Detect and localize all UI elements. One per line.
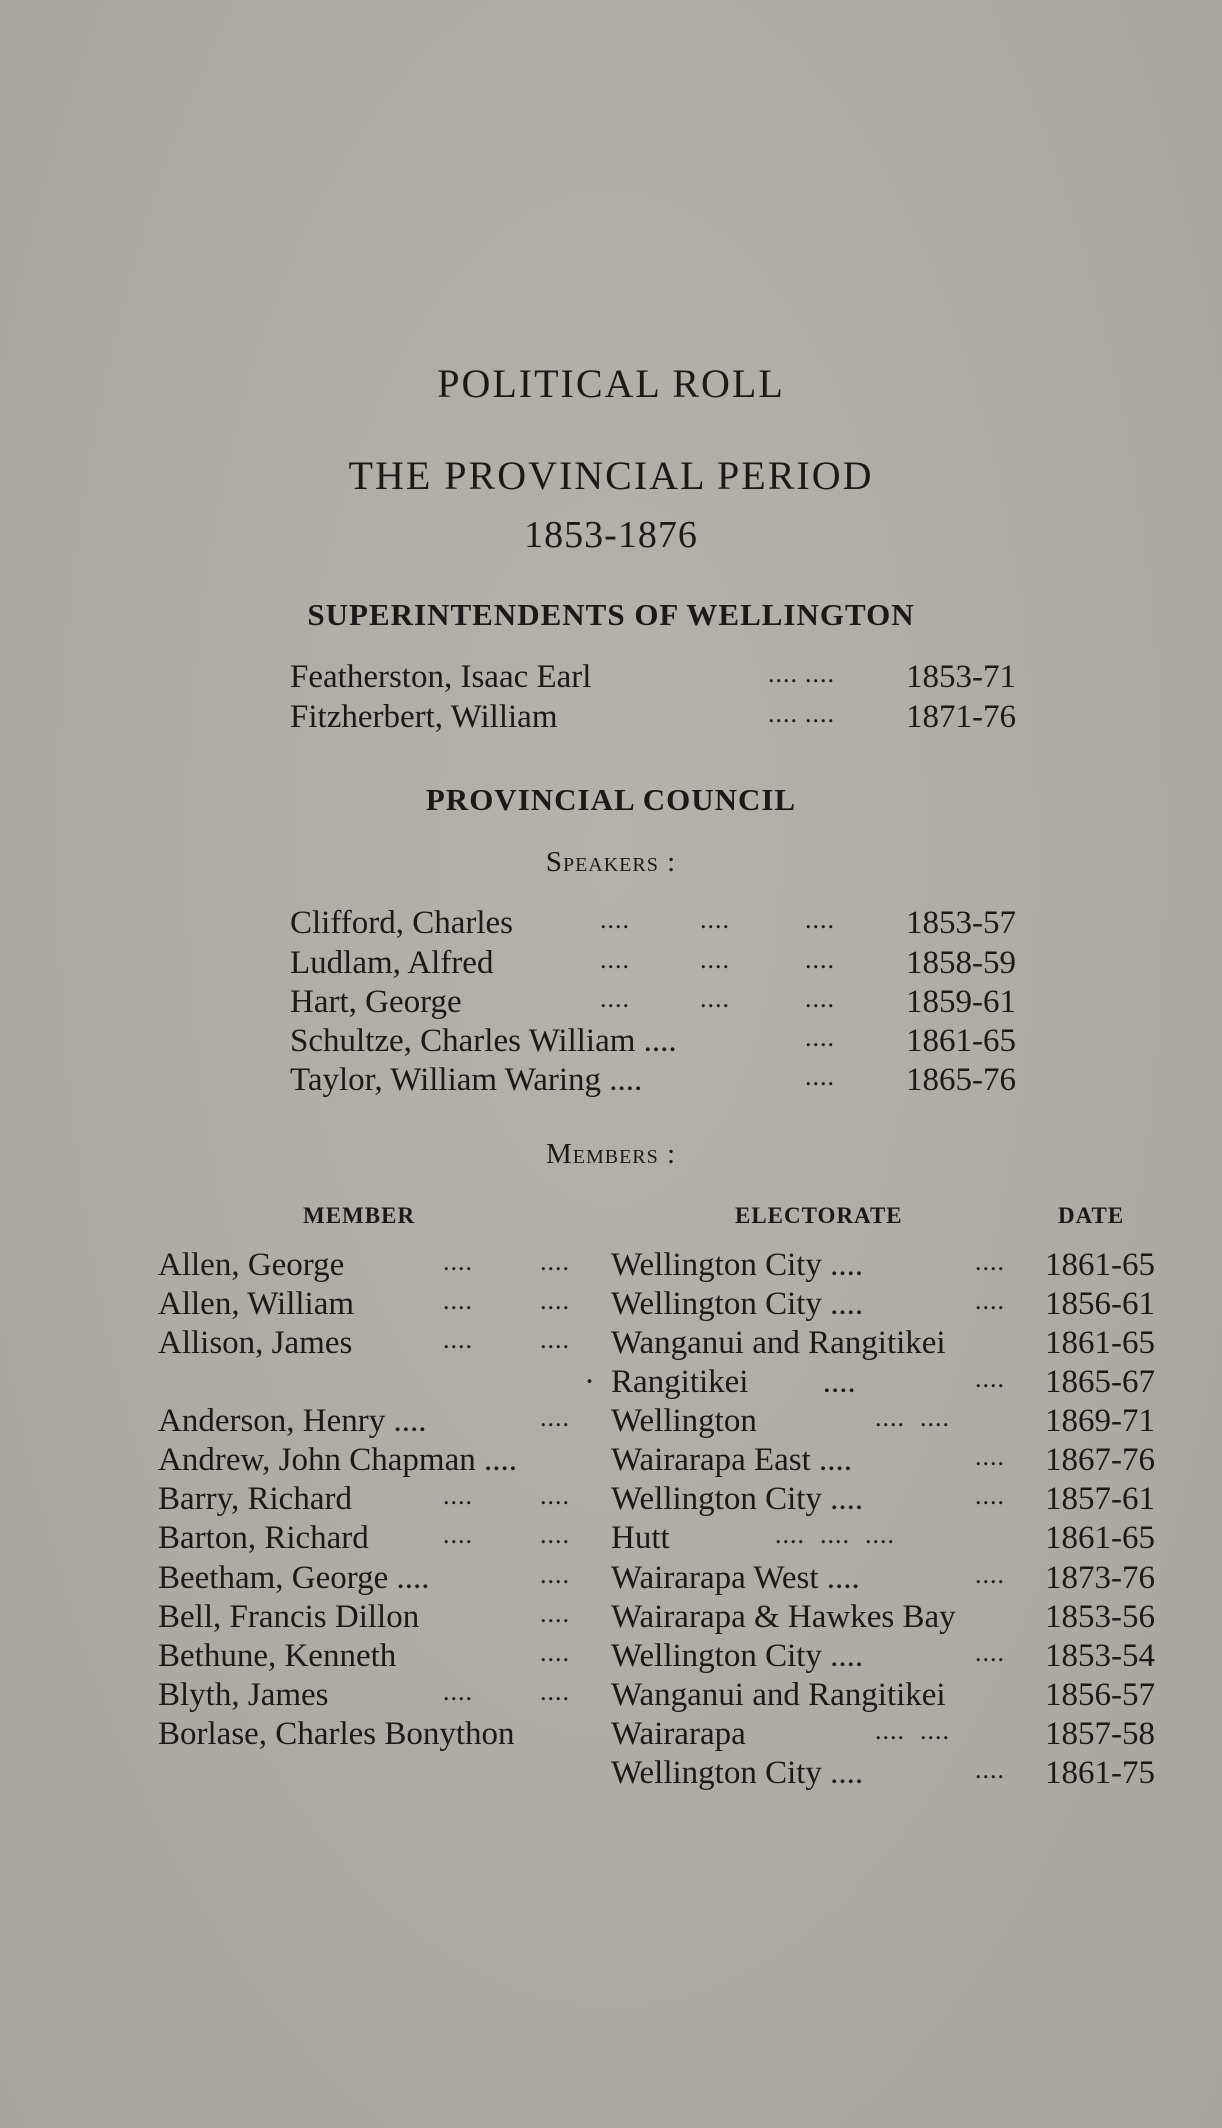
member-electorate: Hutt	[611, 1520, 670, 1556]
leader-dots: ....	[540, 1677, 570, 1706]
member-row	[0, 1247, 1222, 1287]
member-electorate: Wellington City ....	[611, 1286, 864, 1322]
leader-dots: ....	[805, 699, 835, 728]
member-electorate: Wairarapa	[611, 1716, 746, 1752]
speaker-row	[0, 905, 1222, 945]
period-years: 1853-1876	[524, 514, 698, 556]
speaker-name: Ludlam, Alfred	[290, 945, 494, 981]
leader-dots: ....	[975, 1286, 1005, 1315]
leader-dots: ....	[700, 984, 730, 1013]
member-date: 1853-56	[1045, 1599, 1155, 1635]
member-date: 1865-67	[1045, 1364, 1155, 1400]
member-electorate: Wellington City ....	[611, 1247, 864, 1283]
leader-dots: ....	[768, 659, 798, 688]
leader-dots: ....	[805, 659, 835, 688]
leader-mark: ·	[584, 1364, 595, 1400]
member-electorate: Rangitikei ....	[611, 1364, 856, 1400]
members-heading: Members :	[545, 1138, 677, 1170]
member-row	[0, 1599, 1222, 1639]
member-date: 1857-61	[1045, 1481, 1155, 1517]
speaker-years: 1859-61	[906, 984, 1016, 1020]
leader-dots: ....	[700, 945, 730, 974]
leader-dots: ....	[540, 1481, 570, 1510]
member-date: 1853-54	[1045, 1638, 1155, 1674]
superintendent-row	[0, 659, 1222, 699]
leader-dots: ....	[443, 1481, 473, 1510]
leader-dots: ....	[600, 984, 630, 1013]
member-date: 1861-75	[1045, 1755, 1155, 1791]
member-row	[0, 1755, 1222, 1795]
leader-dots: ....	[540, 1325, 570, 1354]
member-name: Barry, Richard	[158, 1481, 352, 1517]
leader-dots: ....	[975, 1481, 1005, 1510]
member-date: 1856-57	[1045, 1677, 1155, 1713]
leader-dots: ....	[975, 1442, 1005, 1471]
member-electorate: Wairarapa & Hawkes Bay	[611, 1599, 956, 1635]
member-date: 1867-76	[1045, 1442, 1155, 1478]
member-electorate: Wellington City ....	[611, 1481, 864, 1517]
member-row	[0, 1560, 1222, 1600]
speaker-years: 1865-76	[906, 1062, 1016, 1098]
leader-dots: ....	[805, 1062, 835, 1091]
member-row	[0, 1481, 1222, 1521]
member-name: Blyth, James	[158, 1677, 329, 1713]
member-name: Allison, James	[158, 1325, 353, 1361]
leader-dots: ....	[805, 945, 835, 974]
speaker-years: 1853-57	[906, 905, 1016, 941]
member-name: Barton, Richard	[158, 1520, 369, 1556]
member-electorate: Wellington	[611, 1403, 757, 1439]
speaker-name: Clifford, Charles	[290, 905, 514, 941]
member-name: Borlase, Charles Bonython	[158, 1716, 515, 1752]
page-subtitle: THE PROVINCIAL PERIOD	[348, 453, 874, 498]
member-electorate: Wellington City ....	[611, 1755, 864, 1791]
speaker-years: 1861-65	[906, 1023, 1016, 1059]
leader-dots: ....	[975, 1755, 1005, 1784]
leader-dots: .... ....	[875, 1403, 950, 1432]
member-date: 1873-76	[1045, 1560, 1155, 1596]
leader-dots: ....	[805, 905, 835, 934]
leader-dots: ....	[443, 1247, 473, 1276]
superintendent-name: Fitzherbert, William	[290, 699, 558, 735]
leader-dots: ....	[975, 1247, 1005, 1276]
speaker-name: Taylor, William Waring ....	[290, 1062, 643, 1098]
member-date: 1861-65	[1045, 1325, 1155, 1361]
member-row	[0, 1403, 1222, 1443]
leader-dots: ....	[540, 1286, 570, 1315]
page-title: POLITICAL ROLL	[437, 361, 785, 406]
leader-dots: ....	[443, 1286, 473, 1315]
member-name: Allen, George	[158, 1247, 345, 1283]
superintendent-name: Featherston, Isaac Earl	[290, 659, 592, 695]
speaker-years: 1858-59	[906, 945, 1016, 981]
member-row	[0, 1677, 1222, 1717]
leader-dots: ....	[975, 1560, 1005, 1589]
leader-dots: ....	[540, 1638, 570, 1667]
column-header-member: MEMBER	[303, 1203, 416, 1228]
leader-dots: ....	[540, 1520, 570, 1549]
member-row	[0, 1286, 1222, 1326]
member-row	[0, 1364, 1222, 1404]
column-header-date: DATE	[1058, 1203, 1125, 1228]
leader-dots: ....	[540, 1599, 570, 1628]
column-header-electorate: ELECTORATE	[735, 1203, 903, 1228]
speaker-row	[0, 945, 1222, 985]
member-name: Anderson, Henry ....	[158, 1403, 427, 1439]
member-name: Allen, William	[158, 1286, 355, 1322]
member-name: Beetham, George ....	[158, 1560, 430, 1596]
member-row	[0, 1638, 1222, 1678]
member-date: 1857-58	[1045, 1716, 1155, 1752]
leader-dots: ....	[805, 984, 835, 1013]
leader-dots: .... .... ....	[775, 1520, 895, 1549]
member-electorate: Wairarapa East ....	[611, 1442, 853, 1478]
speaker-row	[0, 1023, 1222, 1063]
speakers-heading: Speakers :	[545, 846, 677, 878]
member-electorate: Wairarapa West ....	[611, 1560, 860, 1596]
leader-dots: .... ....	[875, 1716, 950, 1745]
leader-dots: ....	[443, 1520, 473, 1549]
superintendent-years: 1853-71	[906, 659, 1016, 695]
speaker-row	[0, 984, 1222, 1024]
speaker-name: Schultze, Charles William ....	[290, 1023, 677, 1059]
superintendent-years: 1871-76	[906, 699, 1016, 735]
member-date: 1869-71	[1045, 1403, 1155, 1439]
leader-dots: ....	[975, 1638, 1005, 1667]
superintendent-row	[0, 699, 1222, 739]
member-row	[0, 1325, 1222, 1365]
leader-dots: ....	[540, 1403, 570, 1432]
member-name: Bethune, Kenneth	[158, 1638, 397, 1674]
council-heading: PROVINCIAL COUNCIL	[425, 782, 797, 817]
leader-dots: ....	[975, 1364, 1005, 1393]
member-electorate: Wellington City ....	[611, 1638, 864, 1674]
leader-dots: ....	[600, 905, 630, 934]
leader-dots: ....	[768, 699, 798, 728]
leader-dots: ....	[700, 905, 730, 934]
member-electorate: Wanganui and Rangitikei	[611, 1325, 946, 1361]
leader-dots: ....	[443, 1325, 473, 1354]
leader-dots: ....	[540, 1247, 570, 1276]
leader-dots: ....	[443, 1677, 473, 1706]
leader-dots: ....	[600, 945, 630, 974]
member-row	[0, 1716, 1222, 1756]
member-row	[0, 1520, 1222, 1560]
member-date: 1856-61	[1045, 1286, 1155, 1322]
leader-dots: ....	[540, 1560, 570, 1589]
member-row	[0, 1442, 1222, 1482]
member-date: 1861-65	[1045, 1520, 1155, 1556]
speaker-row	[0, 1062, 1222, 1102]
leader-dots: ....	[805, 1023, 835, 1052]
member-name: Andrew, John Chapman ....	[158, 1442, 517, 1478]
member-name: Bell, Francis Dillon	[158, 1599, 420, 1635]
superintendents-heading: SUPERINTENDENTS OF WELLINGTON	[307, 597, 915, 632]
member-electorate: Wanganui and Rangitikei	[611, 1677, 946, 1713]
speaker-name: Hart, George	[290, 984, 462, 1020]
member-date: 1861-65	[1045, 1247, 1155, 1283]
